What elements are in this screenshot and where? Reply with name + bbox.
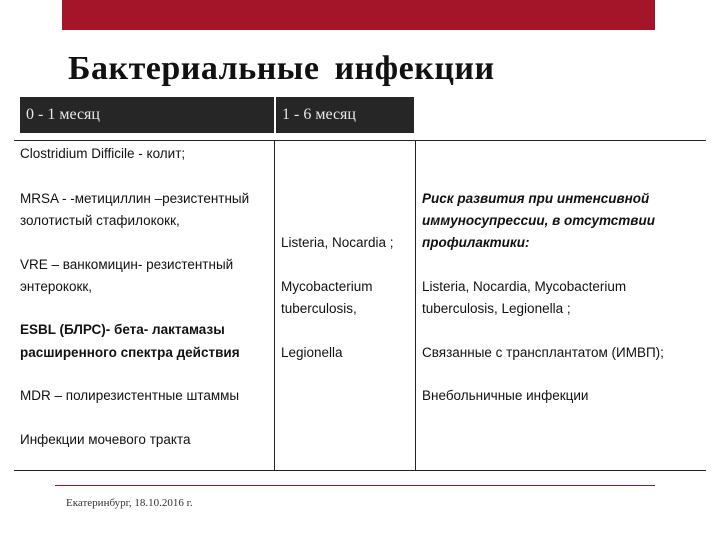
header-label: 0 - 1 месяц — [26, 106, 100, 123]
cell-mdr: MDR – полирезистентные штаммы — [20, 388, 240, 403]
cell-pathogen-list-line2: tuberculosis, Legionella ; — [422, 301, 571, 316]
cell-vre-line1: VRE – ванкомицин- резистентный — [20, 257, 234, 272]
table-top-border — [14, 140, 706, 141]
cell-esbl-line2: расширенного спектра действия — [20, 345, 240, 360]
cell-vre-line2: энтерококк, — [20, 279, 93, 294]
cell-clostridium: Clostridium Difficile - колит; — [20, 146, 186, 161]
cell-legionella: Legionella — [281, 345, 343, 360]
header-cell-1-6-month — [276, 97, 414, 133]
cell-mycobacterium-line1: Mycobacterium — [281, 279, 373, 294]
footer-location-date: Екатеринбург, 18.10.2016 г. — [66, 497, 193, 509]
cell-mycobacterium-line2: tuberculosis, — [281, 301, 357, 316]
header-label: Более 6 месяцев — [422, 106, 539, 123]
cell-community-acquired: Внебольничные инфекции — [422, 388, 589, 403]
cell-listeria-nocardia: Listeria, Nocardia ; — [281, 235, 394, 250]
cell-risk-line3: профилактики: — [422, 235, 530, 250]
cell-risk-line1: Риск развития при интенсивной — [422, 191, 650, 206]
table-bottom-border — [14, 470, 706, 471]
footer-divider — [55, 485, 655, 486]
cell-mrsa-line1: MRSA - -метициллин –резистентный — [20, 191, 250, 206]
cell-uti: Инфекции мочевого тракта — [20, 432, 191, 447]
column-divider-1 — [274, 140, 275, 470]
cell-esbl-line1: ESBL (БЛРС)- бета- лактамазы — [20, 322, 225, 337]
column-divider-2 — [415, 140, 416, 470]
header-cell-0-1-month — [20, 97, 274, 133]
cell-pathogen-list-line1: Listeria, Nocardia, Mycobacterium — [422, 279, 627, 294]
header-cell-over-6-months — [416, 97, 706, 133]
slide-title: Бактериальные инфекции — [68, 50, 495, 87]
cell-mrsa-line2: золотистый стафилококк, — [20, 213, 180, 228]
cell-risk-line2: иммуносупрессии, в отсутствии — [422, 213, 655, 228]
cell-transplant: Связанные с трансплантатом (ИМВП); — [422, 345, 664, 360]
header-label: 1 - 6 месяц — [282, 106, 356, 123]
top-accent-bar — [62, 0, 655, 30]
